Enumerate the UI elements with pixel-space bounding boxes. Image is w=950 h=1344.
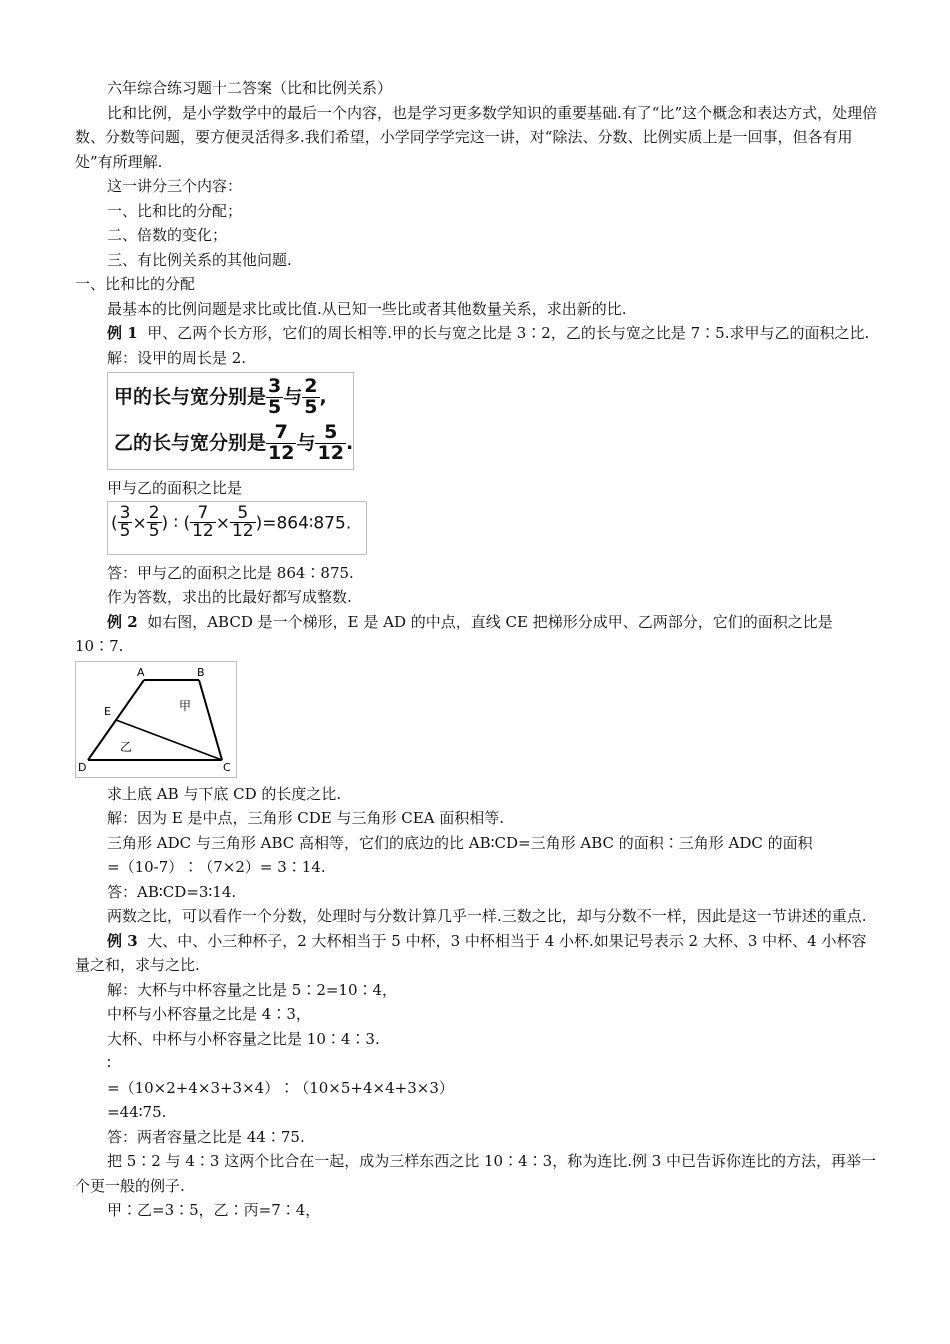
label-e: E [104,704,111,718]
example-1-solution: 解：设甲的周长是 2. [107,348,247,367]
example-1-note: 作为答数，求出的比最好都写成整数. [107,588,352,606]
example-3-answer: 答：两者容量之比是 44∶75. [107,1127,305,1146]
times-sign: × [215,512,230,533]
formula-result: =864∶875. [262,512,352,533]
label-yi: 乙 [120,739,133,754]
last-line: 甲∶乙=3∶5，乙∶丙=7∶4， [107,1201,321,1219]
example-2-solution: 三角形 ADC 与三角形 ABC 高相等，它们的底边的比 AB∶CD=三角形 ABC 的面积∶三角形 ADC 的面积 [107,833,813,852]
chain-ratio-note: 把 5∶2 与 4∶3 这两个比合在一起，成为三样东西之比 10∶4∶3，称为连比.例 3 中已告诉你连比的方法，再举一个更一般的例子. [75,1152,877,1195]
example-2-solution: =（10-7）∶（7×2）= 3∶14. [107,858,326,876]
label-jia: 甲 [179,698,192,713]
label-a: A [137,665,145,679]
example-3-solution: =（10×2+4×3+3×4）∶（10×5+4×4+3×3） [107,1078,454,1097]
label-c: C [223,760,231,774]
example-1-statement [75,321,880,346]
fraction: $\frac{3}{5}$ [119,502,131,542]
outline-item: 二、倍数的变化； [107,226,228,244]
fig-connector: 与 [283,385,303,408]
example-label: 例 1 [107,324,138,342]
fig-line2-prefix: 乙的长与宽分别是 [114,431,267,454]
fig-line1-prefix: 甲的长与宽分别是 [114,385,267,408]
example-label: 例 3 [107,931,138,950]
example-2-statement [75,610,880,659]
fraction: $\frac{5}{12}$ [317,421,344,464]
intro-paragraph: 比和比例，是小学数学中的最后一个内容，也是学习更多数学知识的重要基础.有了“比”这个概念和表达方式，处理倍数、分数等问题，要方便灵活得多.我们希望，小学同学学完这一讲，对“除法、分数、比例实质上是一回事，但各有用处”有所理解. [75,103,878,171]
colon: ∶ [173,512,179,533]
example-2-answer: 答：AB∶CD=3∶14. [107,882,237,901]
fraction: $\frac{2}{5}$ [148,502,160,542]
example-text: 如右图，ABCD 是一个梯形，E 是 AD 的中点，直线 CE 把梯形分成甲、乙两部分，它们的面积之比是 10∶7. [75,612,833,655]
example-3-solution: 解：大杯与中杯容量之比是 5∶2=10∶4， [107,980,398,999]
area-intro: 甲与乙的面积之比是 [107,479,243,497]
example-2-question: 求上底 AB 与下底 CD 的长度之比. [107,784,342,803]
example-3-statement [75,929,880,978]
length-width-figure [107,372,354,470]
paren: ) [255,512,263,533]
paren: ) [161,512,169,533]
fraction: $\frac{3}{5}$ [268,375,282,418]
example-3-solution: 中杯与小杯容量之比是 4∶3， [107,1005,311,1023]
paren: ( [111,512,118,533]
label-b: B [197,665,205,679]
page-title: 六年综合练习题十二答案（比和比例关系） [107,79,393,97]
outline-intro: 这一讲分三个内容： [107,177,243,195]
outline-item: 三、有比例关系的其他问题. [107,250,292,269]
section-heading: 一、比和比的分配 [75,275,196,293]
fraction: $\frac{7}{12}$ [268,421,295,464]
section-intro: 最基本的比例问题是求比或比值.从已知一些比或者其他数量关系，求出新的比. [107,299,627,318]
fraction: $\frac{7}{12}$ [192,502,214,542]
trapezoid-diagram [76,662,236,777]
example-1-answer: 答：甲与乙的面积之比是 864∶875. [107,563,354,582]
fig-connector: 与 [296,431,316,454]
example-2-solution: 解：因为 E 是中点，三角形 CDE 与三角形 CEA 面积相等. [107,809,505,827]
example-3-solution: 大杯、中杯与小杯容量之比是 10∶4∶3. [107,1029,380,1048]
example-label: 例 2 [107,612,138,631]
example-text: 大、中、小三种杯子，2 大杯相当于 5 中杯，3 中杯相当于 4 小杯.如果记号表示 2 大杯、3 中杯、4 小杯容量之和，求与之比. [75,931,867,974]
example-3-solution: =44∶75. [107,1103,167,1121]
example-text: 甲、乙两个长方形，它们的周长相等.甲的长与宽之比是 3∶2，乙的长与宽之比是 7∶5.求甲与乙的面积之比. [147,324,870,342]
document-page [75,76,880,1223]
fraction: $\frac{2}{5}$ [304,375,318,418]
times-sign: × [132,512,147,533]
label-d: D [78,760,87,774]
example-3-solution: ∶ [107,1054,111,1072]
fig-punct: . [345,431,354,454]
fig-punct: , [319,385,327,408]
trapezoid-figure [75,661,237,778]
edge-bc [199,680,222,760]
paren: ( [183,512,191,533]
area-ratio-formula [107,501,367,555]
ratio-note: 两数之比，可以看作一个分数，处理时与分数计算几乎一样.三数之比，却与分数不一样，因此是这一节讲述的重点. [107,907,867,925]
outline-item: 一、比和比的分配； [107,201,243,220]
fraction: $\frac{5}{12}$ [231,502,254,542]
